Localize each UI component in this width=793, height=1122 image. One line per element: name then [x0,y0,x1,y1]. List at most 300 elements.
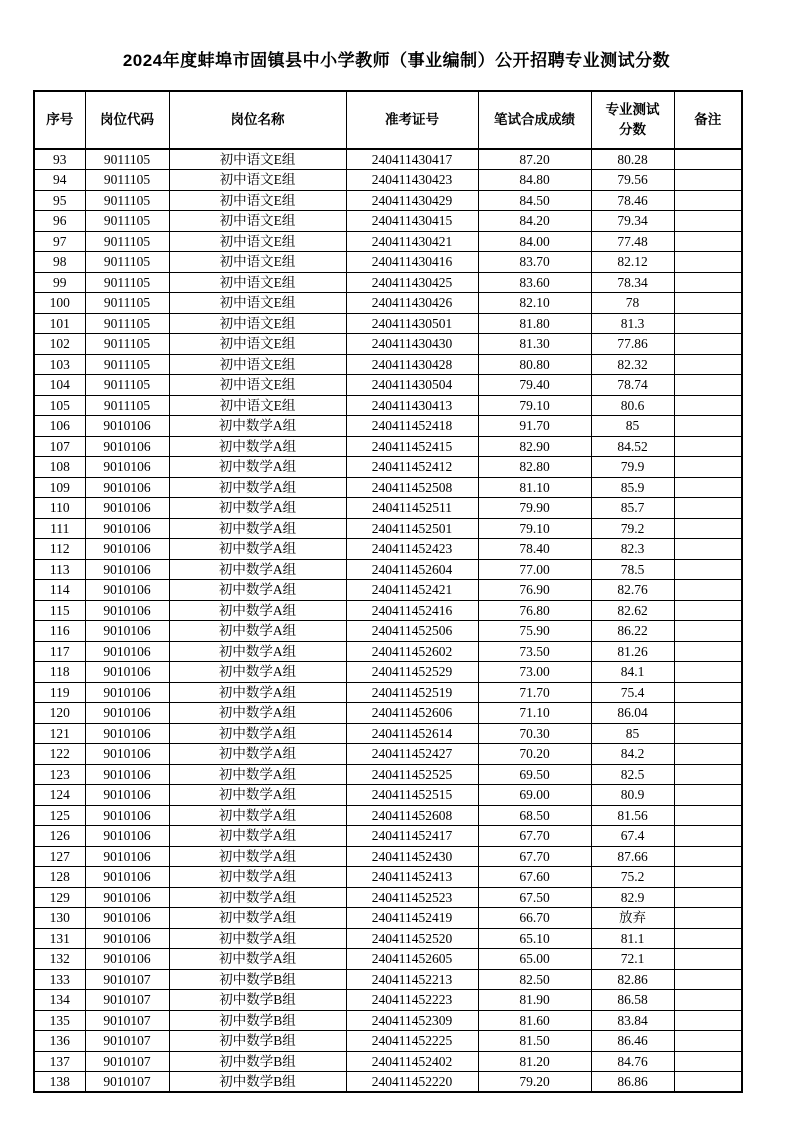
cell-remark [674,949,742,970]
cell-test-score: 82.5 [591,764,674,785]
cell-post-code: 9011105 [85,170,169,191]
cell-ticket-no: 240411430417 [346,149,478,170]
cell-remark [674,211,742,232]
table-row [34,498,742,519]
cell-no: 93 [34,149,85,170]
cell-post-code: 9011105 [85,211,169,232]
cell-test-score: 84.1 [591,662,674,683]
table-row [34,969,742,990]
cell-remark [674,580,742,601]
table-row [34,334,742,355]
cell-ticket-no: 240411452501 [346,518,478,539]
cell-post-code: 9010106 [85,518,169,539]
column-header-written-score: 笔试合成成绩 [478,91,591,149]
cell-post-code: 9010106 [85,723,169,744]
cell-no: 106 [34,416,85,437]
cell-written-score: 67.70 [478,846,591,867]
table-row [34,211,742,232]
table-row [34,785,742,806]
cell-written-score: 81.10 [478,477,591,498]
cell-remark [674,846,742,867]
cell-written-score: 84.00 [478,231,591,252]
cell-test-score: 77.86 [591,334,674,355]
cell-written-score: 79.10 [478,395,591,416]
cell-test-score: 75.4 [591,682,674,703]
cell-no: 100 [34,293,85,314]
table-row [34,559,742,580]
cell-ticket-no: 240411430425 [346,272,478,293]
cell-ticket-no: 240411430423 [346,170,478,191]
cell-post-code: 9011105 [85,354,169,375]
cell-no: 94 [34,170,85,191]
table-row [34,764,742,785]
table-row [34,149,742,170]
cell-no: 127 [34,846,85,867]
cell-written-score: 82.10 [478,293,591,314]
cell-post-name: 初中语文E组 [169,231,346,252]
cell-ticket-no: 240411430429 [346,190,478,211]
cell-ticket-no: 240411430426 [346,293,478,314]
cell-post-code: 9010106 [85,949,169,970]
cell-no: 116 [34,621,85,642]
cell-written-score: 79.40 [478,375,591,396]
cell-post-name: 初中语文E组 [169,395,346,416]
cell-post-code: 9010106 [85,457,169,478]
cell-post-name: 初中语文E组 [169,293,346,314]
cell-written-score: 76.80 [478,600,591,621]
cell-remark [674,805,742,826]
cell-ticket-no: 240411452511 [346,498,478,519]
cell-remark [674,293,742,314]
header-row [34,91,742,149]
cell-ticket-no: 240411452605 [346,949,478,970]
cell-no: 103 [34,354,85,375]
cell-post-code: 9010106 [85,908,169,929]
cell-written-score: 67.50 [478,887,591,908]
cell-post-name: 初中语文E组 [169,334,346,355]
column-header-no: 序号 [34,91,85,149]
cell-ticket-no: 240411452416 [346,600,478,621]
cell-remark [674,354,742,375]
cell-written-score: 84.20 [478,211,591,232]
cell-no: 138 [34,1072,85,1093]
column-header-remark: 备注 [674,91,742,149]
cell-test-score: 85 [591,723,674,744]
cell-post-name: 初中数学A组 [169,744,346,765]
cell-no: 124 [34,785,85,806]
cell-post-name: 初中语文E组 [169,354,346,375]
cell-written-score: 71.10 [478,703,591,724]
cell-post-name: 初中数学A组 [169,908,346,929]
cell-ticket-no: 240411452608 [346,805,478,826]
cell-post-code: 9010106 [85,498,169,519]
cell-post-code: 9011105 [85,313,169,334]
cell-ticket-no: 240411452413 [346,867,478,888]
cell-ticket-no: 240411452417 [346,826,478,847]
cell-ticket-no: 240411452418 [346,416,478,437]
cell-no: 132 [34,949,85,970]
cell-post-name: 初中数学A组 [169,539,346,560]
cell-remark [674,744,742,765]
cell-post-name: 初中数学A组 [169,928,346,949]
table-row [34,826,742,847]
cell-remark [674,703,742,724]
cell-written-score: 80.80 [478,354,591,375]
cell-test-score: 83.84 [591,1010,674,1031]
cell-post-name: 初中语文E组 [169,190,346,211]
cell-remark [674,826,742,847]
cell-test-score: 80.6 [591,395,674,416]
cell-test-score: 84.76 [591,1051,674,1072]
cell-written-score: 82.90 [478,436,591,457]
cell-post-name: 初中数学A组 [169,949,346,970]
cell-written-score: 69.50 [478,764,591,785]
column-header-post-code: 岗位代码 [85,91,169,149]
cell-test-score: 78.46 [591,190,674,211]
cell-test-score: 86.58 [591,990,674,1011]
cell-no: 110 [34,498,85,519]
cell-post-code: 9010107 [85,1031,169,1052]
column-header-test-score: 专业测试分数 [591,91,674,149]
cell-ticket-no: 240411452430 [346,846,478,867]
cell-ticket-no: 240411430415 [346,211,478,232]
cell-no: 112 [34,539,85,560]
cell-post-code: 9010107 [85,1051,169,1072]
cell-post-name: 初中数学A组 [169,867,346,888]
cell-post-name: 初中数学A组 [169,416,346,437]
cell-written-score: 81.50 [478,1031,591,1052]
cell-written-score: 73.00 [478,662,591,683]
cell-no: 114 [34,580,85,601]
cell-no: 115 [34,600,85,621]
cell-test-score: 79.2 [591,518,674,539]
cell-ticket-no: 240411430421 [346,231,478,252]
cell-post-name: 初中语文E组 [169,252,346,273]
cell-post-name: 初中语文E组 [169,170,346,191]
cell-test-score: 82.12 [591,252,674,273]
cell-no: 104 [34,375,85,396]
table-row [34,908,742,929]
cell-ticket-no: 240411452309 [346,1010,478,1031]
cell-ticket-no: 240411430430 [346,334,478,355]
cell-remark [674,416,742,437]
cell-post-code: 9011105 [85,149,169,170]
cell-remark [674,928,742,949]
cell-no: 123 [34,764,85,785]
cell-test-score: 81.56 [591,805,674,826]
table-row [34,682,742,703]
cell-post-name: 初中数学B组 [169,1031,346,1052]
cell-remark [674,457,742,478]
cell-written-score: 82.50 [478,969,591,990]
cell-test-score: 80.28 [591,149,674,170]
table-row [34,518,742,539]
cell-ticket-no: 240411452220 [346,1072,478,1093]
cell-no: 134 [34,990,85,1011]
cell-post-name: 初中语文E组 [169,272,346,293]
table-row [34,928,742,949]
cell-test-score: 81.1 [591,928,674,949]
cell-no: 118 [34,662,85,683]
cell-post-code: 9010106 [85,621,169,642]
cell-post-name: 初中数学A组 [169,723,346,744]
cell-remark [674,662,742,683]
cell-post-code: 9011105 [85,190,169,211]
cell-test-score: 84.52 [591,436,674,457]
cell-no: 101 [34,313,85,334]
cell-post-name: 初中数学A组 [169,580,346,601]
cell-remark [674,621,742,642]
cell-remark [674,170,742,191]
cell-test-score: 72.1 [591,949,674,970]
scores-table [33,90,743,1093]
cell-post-name: 初中数学A组 [169,600,346,621]
cell-post-name: 初中数学A组 [169,436,346,457]
cell-no: 133 [34,969,85,990]
cell-post-name: 初中数学A组 [169,703,346,724]
cell-remark [674,723,742,744]
cell-remark [674,190,742,211]
cell-test-score: 85.7 [591,498,674,519]
cell-post-code: 9010106 [85,744,169,765]
cell-remark [674,682,742,703]
cell-remark [674,764,742,785]
cell-remark [674,149,742,170]
cell-post-name: 初中数学A组 [169,785,346,806]
cell-remark [674,436,742,457]
cell-written-score: 69.00 [478,785,591,806]
table-row [34,990,742,1011]
cell-post-code: 9010106 [85,580,169,601]
cell-post-name: 初中数学A组 [169,764,346,785]
cell-remark [674,1031,742,1052]
cell-ticket-no: 240411452520 [346,928,478,949]
cell-no: 131 [34,928,85,949]
table-row [34,436,742,457]
cell-test-score: 79.56 [591,170,674,191]
cell-written-score: 78.40 [478,539,591,560]
cell-remark [674,334,742,355]
cell-test-score: 67.4 [591,826,674,847]
cell-test-score: 81.26 [591,641,674,662]
cell-remark [674,231,742,252]
table-row [34,703,742,724]
cell-test-score: 86.86 [591,1072,674,1093]
table-body [34,149,742,1092]
cell-written-score: 65.00 [478,949,591,970]
table-row [34,190,742,211]
table-row [34,1072,742,1093]
cell-remark [674,559,742,580]
cell-post-code: 9010106 [85,928,169,949]
cell-post-name: 初中数学A组 [169,887,346,908]
cell-no: 98 [34,252,85,273]
cell-written-score: 87.20 [478,149,591,170]
cell-ticket-no: 240411430416 [346,252,478,273]
table-row [34,293,742,314]
cell-post-name: 初中数学B组 [169,1010,346,1031]
cell-test-score: 77.48 [591,231,674,252]
cell-remark [674,477,742,498]
cell-remark [674,969,742,990]
cell-written-score: 71.70 [478,682,591,703]
cell-written-score: 91.70 [478,416,591,437]
table-row [34,1010,742,1031]
cell-written-score: 81.20 [478,1051,591,1072]
cell-test-score: 81.3 [591,313,674,334]
cell-post-code: 9010106 [85,703,169,724]
cell-ticket-no: 240411452412 [346,457,478,478]
cell-post-code: 9010106 [85,764,169,785]
cell-test-score: 86.22 [591,621,674,642]
cell-no: 113 [34,559,85,580]
cell-written-score: 81.30 [478,334,591,355]
cell-no: 99 [34,272,85,293]
cell-ticket-no: 240411452602 [346,641,478,662]
cell-test-score: 82.9 [591,887,674,908]
cell-post-name: 初中数学A组 [169,477,346,498]
cell-remark [674,908,742,929]
cell-ticket-no: 240411452604 [346,559,478,580]
cell-written-score: 67.70 [478,826,591,847]
cell-written-score: 82.80 [478,457,591,478]
cell-post-name: 初中数学A组 [169,826,346,847]
cell-post-name: 初中数学A组 [169,559,346,580]
cell-test-score: 78.34 [591,272,674,293]
cell-post-name: 初中数学A组 [169,805,346,826]
cell-post-name: 初中数学B组 [169,969,346,990]
cell-written-score: 77.00 [478,559,591,580]
cell-post-name: 初中数学A组 [169,846,346,867]
cell-no: 111 [34,518,85,539]
cell-post-name: 初中语文E组 [169,375,346,396]
cell-post-name: 初中数学A组 [169,662,346,683]
cell-test-score: 放弃 [591,908,674,929]
cell-written-score: 79.20 [478,1072,591,1093]
cell-ticket-no: 240411430504 [346,375,478,396]
cell-no: 97 [34,231,85,252]
cell-ticket-no: 240411452519 [346,682,478,703]
cell-remark [674,272,742,293]
cell-test-score: 78.5 [591,559,674,580]
cell-remark [674,600,742,621]
cell-ticket-no: 240411452606 [346,703,478,724]
cell-post-code: 9010107 [85,1010,169,1031]
table-row [34,539,742,560]
cell-post-name: 初中数学A组 [169,518,346,539]
cell-ticket-no: 240411452515 [346,785,478,806]
cell-no: 108 [34,457,85,478]
page-title: 2024年度蚌埠市固镇县中小学教师（事业编制）公开招聘专业测试分数 [122,51,671,70]
cell-remark [674,1051,742,1072]
cell-post-code: 9010106 [85,559,169,580]
cell-post-name: 初中数学B组 [169,1051,346,1072]
cell-post-code: 9011105 [85,231,169,252]
cell-written-score: 76.90 [478,580,591,601]
cell-no: 137 [34,1051,85,1072]
cell-remark [674,313,742,334]
cell-remark [674,498,742,519]
cell-ticket-no: 240411452223 [346,990,478,1011]
cell-ticket-no: 240411452421 [346,580,478,601]
cell-no: 102 [34,334,85,355]
cell-post-code: 9010106 [85,662,169,683]
cell-ticket-no: 240411430428 [346,354,478,375]
cell-post-name: 初中数学B组 [169,990,346,1011]
table-row [34,457,742,478]
cell-ticket-no: 240411452529 [346,662,478,683]
cell-no: 107 [34,436,85,457]
cell-remark [674,867,742,888]
cell-post-code: 9010106 [85,846,169,867]
cell-ticket-no: 240411452614 [346,723,478,744]
cell-written-score: 65.10 [478,928,591,949]
column-header-ticket-no: 准考证号 [346,91,478,149]
cell-ticket-no: 240411452508 [346,477,478,498]
cell-written-score: 81.90 [478,990,591,1011]
cell-remark [674,539,742,560]
cell-no: 130 [34,908,85,929]
cell-test-score: 85 [591,416,674,437]
cell-post-code: 9011105 [85,395,169,416]
cell-written-score: 75.90 [478,621,591,642]
cell-test-score: 82.76 [591,580,674,601]
cell-test-score: 82.32 [591,354,674,375]
table-row [34,170,742,191]
cell-post-name: 初中语文E组 [169,211,346,232]
cell-ticket-no: 240411452213 [346,969,478,990]
cell-written-score: 84.80 [478,170,591,191]
cell-post-code: 9010106 [85,682,169,703]
cell-test-score: 82.3 [591,539,674,560]
cell-post-code: 9010107 [85,969,169,990]
cell-test-score: 84.2 [591,744,674,765]
cell-no: 122 [34,744,85,765]
cell-ticket-no: 240411430413 [346,395,478,416]
cell-written-score: 66.70 [478,908,591,929]
cell-remark [674,641,742,662]
cell-post-code: 9010106 [85,539,169,560]
table-row [34,1051,742,1072]
cell-post-name: 初中数学A组 [169,641,346,662]
cell-post-code: 9011105 [85,334,169,355]
cell-remark [674,785,742,806]
cell-remark [674,395,742,416]
cell-remark [674,252,742,273]
cell-written-score: 73.50 [478,641,591,662]
cell-test-score: 82.86 [591,969,674,990]
cell-no: 136 [34,1031,85,1052]
cell-post-name: 初中语文E组 [169,149,346,170]
cell-written-score: 79.90 [478,498,591,519]
cell-post-code: 9010106 [85,436,169,457]
cell-test-score: 78.74 [591,375,674,396]
table-row [34,621,742,642]
cell-test-score: 79.34 [591,211,674,232]
cell-post-code: 9010106 [85,416,169,437]
cell-test-score: 87.66 [591,846,674,867]
cell-test-score: 79.9 [591,457,674,478]
table-row [34,641,742,662]
cell-no: 128 [34,867,85,888]
table-row [34,744,742,765]
cell-ticket-no: 240411452402 [346,1051,478,1072]
cell-test-score: 75.2 [591,867,674,888]
cell-no: 121 [34,723,85,744]
cell-written-score: 81.80 [478,313,591,334]
cell-ticket-no: 240411452506 [346,621,478,642]
table-row [34,395,742,416]
